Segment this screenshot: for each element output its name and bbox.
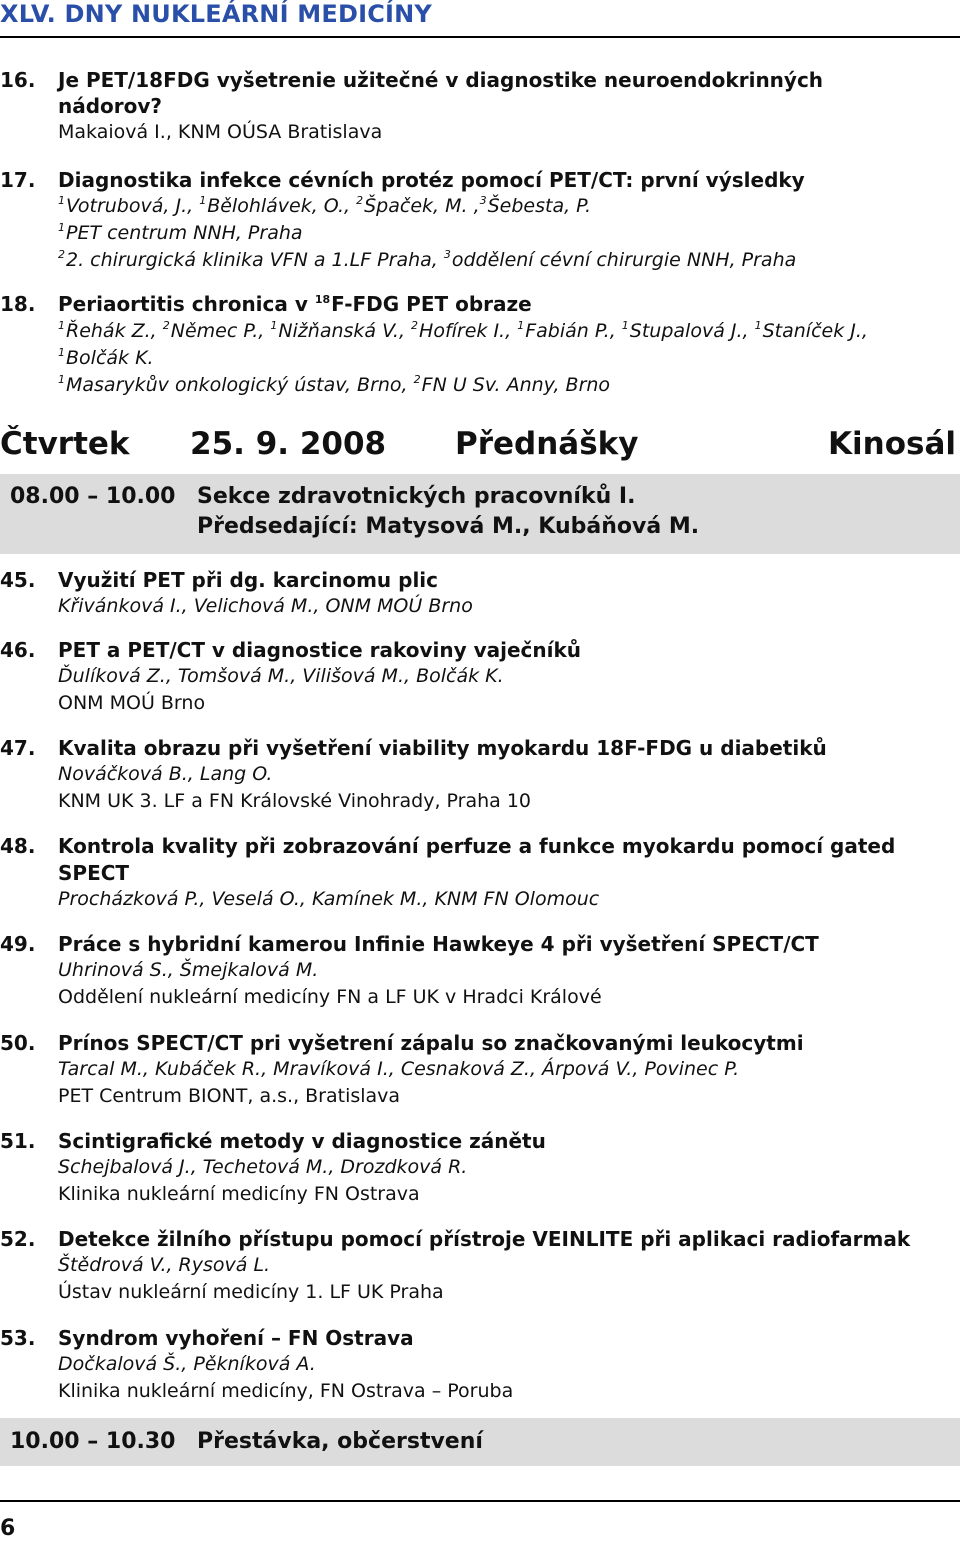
item-affiliation: $^2$2. chirurgická klinika VFN a 1.LF Praha, $^3$oddělení cévní chirurgie NNH, Praha — [58, 248, 797, 271]
talk-title: Scintigrafické metody v diagnostice zánětu — [58, 1129, 546, 1153]
talk-number: 45. — [0, 568, 36, 592]
footer-rule — [0, 1500, 960, 1502]
talk-number: 47. — [0, 736, 36, 760]
talk-authors: Křivánková I., Velichová M., ONM MOÚ Brno — [58, 595, 473, 617]
item-authors: $^1$Votrubová, J., $^1$Bělohlávek, O., $^2$Špaček, M. ,$^3$Šebesta, P. — [58, 194, 592, 217]
session-name: Sekce zdravotnických pracovníků I. — [197, 484, 636, 509]
talk-title: Prínos SPECT/CT pri vyšetrení zápalu so značkovanými leukocytmi — [58, 1031, 804, 1055]
talk-authors: Uhrinová S., Šmejkalová M. — [58, 959, 319, 981]
day-room: Kinosál — [827, 426, 956, 462]
talk-number: 46. — [0, 638, 36, 662]
talk-authors: Dočkalová Š., Pěkníková A. — [58, 1353, 316, 1375]
talk-institution: ONM MOÚ Brno — [58, 692, 206, 714]
item-authors: $^1$Řehák Z., $^2$Němec P., $^1$Nižňanská V., $^2$Hofírek I., $^1$Fabián P., $^1$Stupalová J., $^1$Staníček J., — [58, 319, 868, 342]
day-date: 25. 9. 2008 — [190, 426, 387, 462]
talk-authors: Nováčková B., Lang O. — [58, 763, 273, 785]
header-rule — [0, 36, 960, 38]
item-affiliation: $^1$PET centrum NNH, Praha — [58, 221, 303, 244]
talk-number: 49. — [0, 932, 36, 956]
talk-title: Kvalita obrazu při vyšetření viability myokardu 18F-FDG u diabetiků — [58, 736, 827, 760]
item-authors: $^1$Bolčák K. — [58, 346, 154, 369]
talk-title: Syndrom vyhoření – FN Ostrava — [58, 1326, 414, 1350]
item-number: 18. — [0, 292, 36, 316]
talk-title: SPECT — [58, 861, 130, 885]
talk-authors: Ďulíková Z., Tomšová M., Vilišová M., Bolčák K. — [58, 665, 504, 687]
talk-title: Práce s hybridní kamerou Infinie Hawkeye 4 při vyšetření SPECT/CT — [58, 932, 819, 956]
day-name: Čtvrtek — [0, 426, 130, 462]
talk-authors: Tarcal M., Kubáček R., Mravíková I., Cesnaková Z., Árpová V., Povinec P. — [58, 1058, 740, 1080]
talk-number: 48. — [0, 834, 36, 858]
item-title: Je PET/18FDG vyšetrenie užitečné v diagnostike neuroendokrinných — [58, 68, 824, 92]
item-title: Diagnostika infekce cévních protéz pomocí PET/CT: první výsledky — [58, 168, 805, 192]
talk-number: 52. — [0, 1227, 36, 1251]
talk-title: Kontrola kvality při zobrazování perfuze a funkce myokardu pomocí gated — [58, 834, 896, 858]
item-title: nádorov? — [58, 94, 163, 118]
talk-authors: Štědrová V., Rysová L. — [58, 1254, 271, 1276]
talk-institution: Klinika nukleární medicíny FN Ostrava — [58, 1183, 420, 1205]
item-number: 16. — [0, 68, 36, 92]
talk-institution: KNM UK 3. LF a FN Královské Vinohrady, Praha 10 — [58, 790, 531, 812]
talk-institution: Klinika nukleární medicíny, FN Ostrava – Poruba — [58, 1380, 514, 1402]
session-chairs: Předsedající: Matysová M., Kubáňová M. — [197, 514, 700, 539]
talk-authors: Procházková P., Veselá O., Kamínek M., KNM FN Olomouc — [58, 888, 600, 910]
talk-authors: Schejbalová J., Techetová M., Drozdková R. — [58, 1156, 468, 1178]
talk-title: PET a PET/CT v diagnostice rakoviny vaječníků — [58, 638, 582, 662]
break-time: 10.00 – 10.30 — [10, 1429, 176, 1454]
item-number: 17. — [0, 168, 36, 192]
session-time: 08.00 – 10.00 — [10, 484, 176, 509]
talk-number: 53. — [0, 1326, 36, 1350]
talk-title: Využití PET při dg. karcinomu plic — [58, 568, 439, 592]
section-header: XLV. DNY NUKLEÁRNÍ MEDICÍNY — [0, 0, 433, 28]
item-affiliation: $^1$Masarykův onkologický ústav, Brno, $^2$FN U Sv. Anny, Brno — [58, 373, 611, 396]
talk-number: 50. — [0, 1031, 36, 1055]
item-title: Periaortitis chronica v $^{18}$F-FDG PET obraze — [58, 292, 532, 316]
break-label: Přestávka, občerstvení — [197, 1429, 483, 1454]
talk-institution: Ústav nukleární medicíny 1. LF UK Praha — [58, 1281, 444, 1303]
talk-institution: PET Centrum BIONT, a.s., Bratislava — [58, 1085, 401, 1107]
talk-institution: Oddělení nukleární medicíny FN a LF UK v Hradci Králové — [58, 986, 602, 1008]
day-type: Přednášky — [455, 426, 639, 462]
page-number: 6 — [0, 1516, 16, 1541]
item-authors: Makaiová I., KNM OÚSA Bratislava — [58, 121, 383, 143]
talk-number: 51. — [0, 1129, 36, 1153]
talk-title: Detekce žilního přístupu pomocí přístroje VEINLITE při aplikaci radiofarmak — [58, 1227, 911, 1251]
